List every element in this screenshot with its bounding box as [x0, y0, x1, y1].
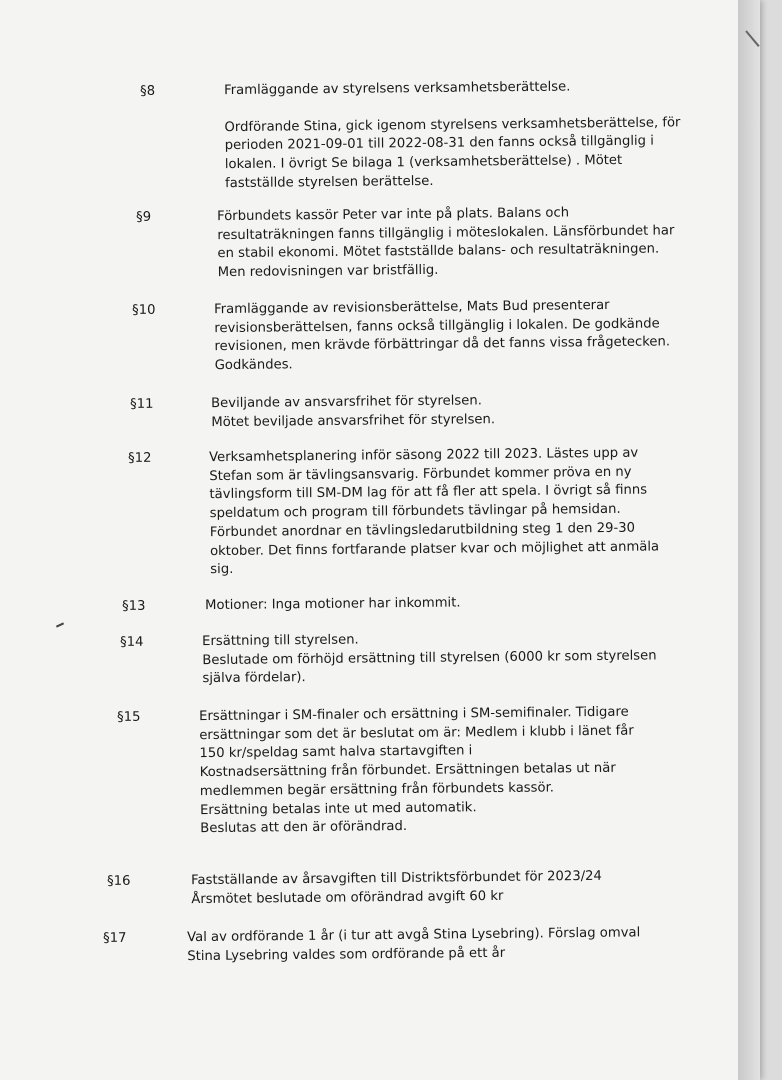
section-text — [191, 868, 602, 910]
section-text — [209, 444, 659, 580]
section-line: Framläggande av styrelsens verksamhetsberättelse. — [224, 79, 571, 99]
section-number: §9 — [136, 209, 152, 225]
section-line: Ersättning till styrelsen. — [202, 632, 359, 650]
section-number: §10 — [132, 302, 156, 318]
section-number: §13 — [122, 598, 146, 614]
section-line: sig. — [210, 562, 234, 578]
section-line: medlemmen begär ersättning från förbundets kassör. — [199, 780, 555, 799]
section-line: Förbundet anordnar en tävlingsledarutbildning steg 1 den 29-30 — [209, 520, 636, 540]
section-line: Stefan som är tävlingsansvarig. Förbundet kommer pröva en ny — [209, 464, 632, 484]
section-line: revisionen, men krävde förbättringar då det fanns vissa frågetecken. — [214, 334, 671, 355]
section-line: revisionsberättelsen, fanns också tillgänglig i lokalen. De godkände — [214, 316, 660, 336]
section-text — [224, 77, 681, 193]
section-line: Mötet beviljade ansvarsfrihet för styrelsen. — [211, 411, 496, 430]
section-text — [202, 628, 657, 689]
section-line: själva fördelar). — [202, 670, 306, 687]
section-number: §15 — [117, 709, 141, 725]
section-text — [205, 594, 461, 615]
section-line: Ordförande Stina, gick igenom styrelsens verksamhetsberättelse, för — [224, 115, 681, 135]
section-text — [211, 392, 495, 432]
section-line: Fastställande av årsavgiften till Distriktsförbundet för 2023/24 — [191, 868, 602, 889]
section-line: ersättningar som det är beslutat om är: Medlem i klubb i länet får — [199, 723, 634, 743]
section-line: Beslutas att den är oförändrad. — [200, 819, 408, 837]
section-text — [214, 296, 670, 376]
section-line: Kostnadsersättning från förbundet. Ersättningen betalas ut när — [199, 760, 616, 781]
section-line: Årsmötet beslutade om oförändrad avgift 60 kr — [191, 888, 504, 907]
section-text — [217, 203, 675, 283]
section-line: perioden 2021-09-01 till 2022-08-31 den fanns också tillgänglig i — [224, 134, 654, 154]
page-edge — [738, 0, 760, 1080]
section-line: Godkändes. — [214, 357, 293, 374]
section-line: Ersättning betalas inte ut med automatik. — [199, 799, 477, 818]
section-line: resultaträkningen fanns tillgänglig i möteslokalen. Länsförbundet har — [217, 223, 675, 243]
section-text — [199, 704, 635, 839]
section-line: Men redovisningen var bristfällig. — [217, 262, 439, 281]
section-number: §8 — [140, 83, 156, 99]
section-line: en stabil ekonomi. Mötet fastställde balans- och resultaträkningen. — [217, 241, 660, 262]
section-line: Val av ordförande 1 år (i tur att avgå Stina Lysebring). Förslag omval — [187, 925, 641, 946]
section-line: speldatum och program till förbundets tävlingar på hemsidan. — [209, 501, 621, 522]
section-number: §17 — [103, 930, 127, 946]
section-line: tävlingsform till SM-DM lag för att få fler att spela. I övrigt så finns — [209, 482, 648, 503]
section-line: Beviljande av ansvarsfrihet för styrelsen. — [211, 393, 482, 412]
section-line: lokalen. I övrigt Se bilaga 1 (verksamhetsberättelse) . Mötet — [224, 153, 623, 173]
section-number: §12 — [128, 450, 152, 466]
section-number: §14 — [120, 634, 144, 650]
section-line: Framläggande av revisionsberättelse, Mats Bud presenterar — [214, 297, 610, 318]
section-line: Beslutade om förhöjd ersättning till styrelsen (6000 kr som styrelsen — [202, 648, 657, 668]
section-line: fastställde styrelsen berättelse. — [224, 173, 434, 191]
section-line: Förbundets kassör Peter var inte på plats. Balans och — [217, 205, 570, 225]
section-line: Ersättningar i SM-finaler och ersättning i SM-semifinaler. Tidigare — [199, 704, 629, 725]
section-number: §11 — [130, 396, 154, 412]
section-number: §16 — [107, 873, 131, 889]
section-line: Motioner: Inga motioner har inkommit. — [205, 595, 461, 614]
section-line: oktober. Det finns fortfarande platser kvar och möjlighet att anmäla — [209, 538, 660, 559]
section-line: Stina Lysebring valdes som ordförande på ett år — [187, 945, 506, 964]
stray-mark — [56, 622, 64, 627]
section-text — [187, 924, 641, 966]
section-line: Verksamhetsplanering inför säsong 2022 till 2023. Lästes upp av — [209, 445, 639, 466]
section-line: 150 kr/speldag samt halva startavgiften i — [199, 743, 473, 762]
